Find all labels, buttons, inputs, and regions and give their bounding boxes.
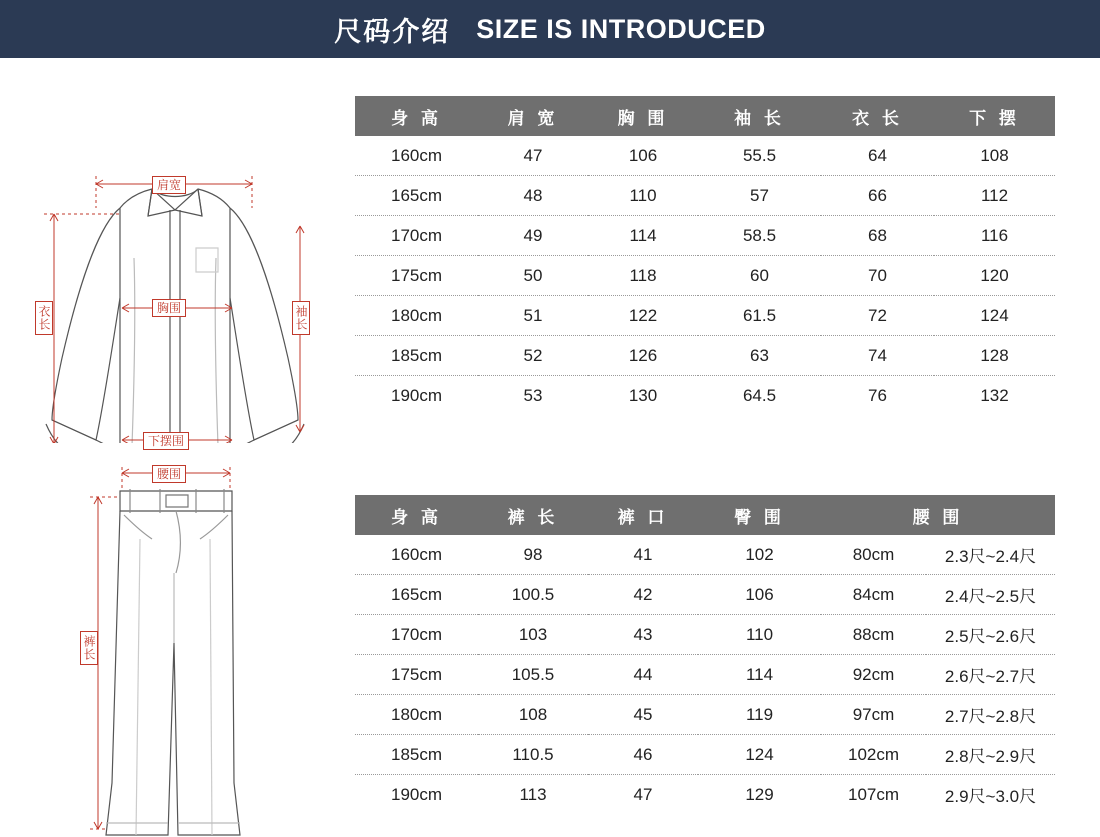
cell-height: 170cm (355, 216, 478, 256)
cell-hem: 132 (980, 385, 1009, 405)
table-row (355, 256, 1055, 296)
table-row (355, 136, 1055, 176)
table-row (355, 376, 1055, 416)
col-header-height: 身 高 (355, 96, 478, 136)
cell-height: 180cm (355, 695, 478, 735)
shirt-size-section (0, 58, 1100, 448)
cell-height: 170cm (355, 615, 478, 655)
table-row (355, 695, 1055, 735)
cell-chest: 118 (588, 256, 698, 296)
cell-sleeve: 60 (698, 256, 821, 296)
cell-pant-length: 113 (519, 784, 547, 804)
cell-cuff: 45 (588, 695, 698, 735)
cell-shoulder: 48 (478, 176, 588, 216)
cell-height: 180cm (355, 296, 478, 336)
cell-cuff: 43 (588, 615, 698, 655)
col-header-length: 衣 长 (821, 96, 934, 136)
cell-waist-cm: 92cm (821, 655, 926, 695)
cell-hem: 116 (934, 216, 1055, 256)
cell-height: 165cm (355, 176, 478, 216)
cell-waist-chi: 2.8尺~2.9尺 (926, 735, 1055, 775)
cell-hip: 102 (698, 535, 821, 575)
trousers-table-column (345, 443, 1100, 837)
cell-chest: 106 (588, 136, 698, 176)
cell-sleeve: 58.5 (698, 216, 821, 256)
cell-cuff: 41 (588, 535, 698, 575)
cell-chest: 114 (588, 216, 698, 256)
trousers-figure-column (0, 443, 345, 837)
cell-cuff: 44 (588, 655, 698, 695)
cell-waist-cm: 97cm (821, 695, 926, 735)
col-header-hem: 下 摆 (934, 96, 1055, 136)
cell-waist-chi: 2.4尺~2.5尺 (926, 575, 1055, 615)
cell-chest: 126 (588, 336, 698, 376)
cell-shoulder: 51 (478, 296, 588, 336)
cell-hip: 114 (698, 655, 821, 695)
trousers-size-section (0, 443, 1100, 837)
cell-length: 68 (821, 216, 934, 256)
cell-chest: 110 (588, 176, 698, 216)
cell-sleeve: 64.5 (742, 385, 777, 405)
label-garment-length: 衣长 (35, 301, 53, 335)
table-header-row (355, 495, 1055, 535)
cell-length: 74 (821, 336, 934, 376)
shirt-illustration (0, 58, 345, 443)
table-row (355, 775, 1055, 815)
cell-length: 70 (821, 256, 934, 296)
page-title-en: SIZE IS INTRODUCED (476, 13, 766, 44)
cell-waist-chi: 2.9尺~3.0尺 (944, 787, 1037, 806)
cell-pant-length: 103 (478, 615, 588, 655)
cell-sleeve: 61.5 (698, 296, 821, 336)
shirt-figure-column (0, 58, 345, 448)
cell-waist-cm: 84cm (821, 575, 926, 615)
table-row (355, 296, 1055, 336)
col-header-cuff: 裤 口 (588, 495, 698, 535)
cell-height: 190cm (390, 784, 443, 804)
cell-height: 175cm (355, 655, 478, 695)
cell-pant-length: 98 (478, 535, 588, 575)
table-row (355, 655, 1055, 695)
table-row (355, 535, 1055, 575)
cell-length: 66 (821, 176, 934, 216)
cell-waist-cm: 80cm (821, 535, 926, 575)
cell-height: 165cm (355, 575, 478, 615)
col-header-pant-length: 裤 长 (478, 495, 588, 535)
col-header-hip: 臀 围 (698, 495, 821, 535)
cell-pant-length: 108 (478, 695, 588, 735)
cell-waist-chi: 2.7尺~2.8尺 (926, 695, 1055, 735)
cell-shoulder: 53 (523, 385, 543, 405)
col-header-chest: 胸 围 (588, 96, 698, 136)
shirt-table-column (345, 58, 1100, 443)
cell-hip: 129 (745, 784, 774, 804)
cell-shoulder: 52 (478, 336, 588, 376)
cell-height: 185cm (355, 735, 478, 775)
table-row (355, 575, 1055, 615)
cell-cuff: 47 (633, 784, 653, 804)
trousers-illustration (0, 443, 345, 837)
col-header-waist: 腰 围 (821, 495, 1055, 535)
cell-hip: 110 (698, 615, 821, 655)
cell-hem: 112 (934, 176, 1055, 216)
label-shoulder-width: 肩宽 (152, 176, 186, 194)
cell-sleeve: 55.5 (698, 136, 821, 176)
col-header-sleeve: 袖 长 (698, 96, 821, 136)
cell-cuff: 46 (588, 735, 698, 775)
cell-height: 175cm (355, 256, 478, 296)
cell-waist-cm: 88cm (821, 615, 926, 655)
cell-length: 72 (821, 296, 934, 336)
cell-hip: 119 (698, 695, 821, 735)
table-header-row (355, 96, 1055, 136)
page-header (0, 0, 1100, 58)
cell-waist-chi: 2.5尺~2.6尺 (926, 615, 1055, 655)
cell-waist-cm: 102cm (821, 735, 926, 775)
cell-waist-chi: 2.6尺~2.7尺 (926, 655, 1055, 695)
col-header-shoulder: 肩 宽 (478, 96, 588, 136)
cell-height: 185cm (355, 336, 478, 376)
cell-hem: 124 (934, 296, 1055, 336)
table-row (355, 176, 1055, 216)
cell-shoulder: 47 (478, 136, 588, 176)
cell-sleeve: 63 (698, 336, 821, 376)
cell-height: 160cm (355, 535, 478, 575)
cell-chest: 130 (628, 385, 658, 405)
cell-hip: 106 (698, 575, 821, 615)
cell-waist-cm: 107cm (847, 784, 900, 804)
cell-length: 76 (868, 385, 887, 405)
cell-cuff: 42 (588, 575, 698, 615)
label-hem: 下摆围 (143, 432, 189, 450)
cell-length: 64 (821, 136, 934, 176)
col-header-height: 身 高 (355, 495, 478, 535)
cell-pant-length: 105.5 (478, 655, 588, 695)
cell-chest: 122 (588, 296, 698, 336)
cell-height: 190cm (390, 385, 443, 405)
label-sleeve-length: 袖长 (292, 301, 310, 335)
cell-height: 160cm (355, 136, 478, 176)
table-row (355, 336, 1055, 376)
label-chest: 胸围 (152, 299, 186, 317)
cell-pant-length: 110.5 (478, 735, 588, 775)
cell-sleeve: 57 (698, 176, 821, 216)
shirt-size-table (355, 96, 1055, 415)
table-row (355, 216, 1055, 256)
cell-shoulder: 50 (478, 256, 588, 296)
label-waist: 腰围 (152, 465, 186, 483)
table-row (355, 735, 1055, 775)
label-pant-length: 裤长 (80, 631, 98, 665)
cell-waist-chi: 2.3尺~2.4尺 (926, 535, 1055, 575)
cell-hem: 128 (934, 336, 1055, 376)
cell-hip: 124 (698, 735, 821, 775)
cell-shoulder: 49 (478, 216, 588, 256)
trousers-size-table (355, 495, 1055, 814)
cell-pant-length: 100.5 (478, 575, 588, 615)
table-row (355, 615, 1055, 655)
cell-hem: 108 (934, 136, 1055, 176)
cell-hem: 120 (934, 256, 1055, 296)
page-title-cn: 尺码介绍 (334, 16, 451, 47)
